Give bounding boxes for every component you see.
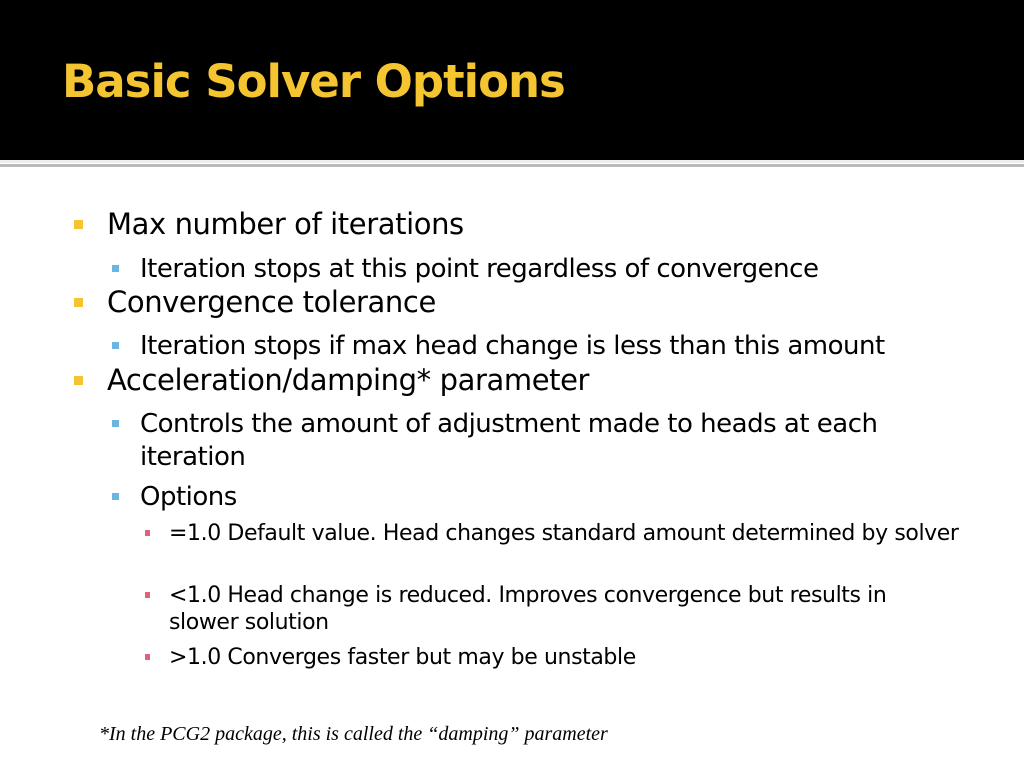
bullet-max-iterations xyxy=(107,207,987,241)
bullet-text: =1.0 Default value. Head changes standard amount determined by solver xyxy=(169,521,959,546)
footnote: *In the PCG2 package, this is called the “damping” parameter xyxy=(99,723,608,745)
option-default-value xyxy=(169,520,959,547)
square-bullet-icon xyxy=(145,592,150,598)
bullet-text: Iteration stops at this point regardless of convergence xyxy=(140,254,819,284)
square-bullet-icon xyxy=(112,493,119,500)
slide-title: Basic Solver Options xyxy=(62,55,565,108)
square-bullet-icon xyxy=(74,376,83,385)
bullet-text: >1.0 Converges faster but may be unstable xyxy=(169,645,636,670)
bullet-text: Iteration stops if max head change is less than this amount xyxy=(140,331,885,361)
square-bullet-icon xyxy=(74,220,83,229)
bullet-text: Max number of iterations xyxy=(107,207,464,241)
square-bullet-icon xyxy=(74,298,83,307)
sub-bullet-controls-adjustment xyxy=(140,408,990,474)
bullet-text: Acceleration/damping* parameter xyxy=(107,363,590,397)
sub-bullet-options xyxy=(140,481,990,514)
sub-bullet-head-change xyxy=(140,330,990,363)
square-bullet-icon xyxy=(112,420,119,427)
sub-bullet-iteration-stops xyxy=(140,253,990,286)
bullet-text: <1.0 Head change is reduced. Improves convergence but results in slower solution xyxy=(169,583,887,635)
bullet-text: Controls the amount of adjustment made to heads at each iteration xyxy=(140,409,878,472)
bullet-acceleration-damping xyxy=(107,363,987,397)
square-bullet-icon xyxy=(145,530,150,536)
option-greater-than-one xyxy=(169,644,959,671)
bullet-text: Convergence tolerance xyxy=(107,285,436,319)
bullet-text: Options xyxy=(140,482,237,512)
square-bullet-icon xyxy=(112,342,119,349)
square-bullet-icon xyxy=(112,265,119,272)
square-bullet-icon xyxy=(145,654,150,660)
option-less-than-one xyxy=(169,582,959,636)
bullet-convergence-tolerance xyxy=(107,285,987,319)
